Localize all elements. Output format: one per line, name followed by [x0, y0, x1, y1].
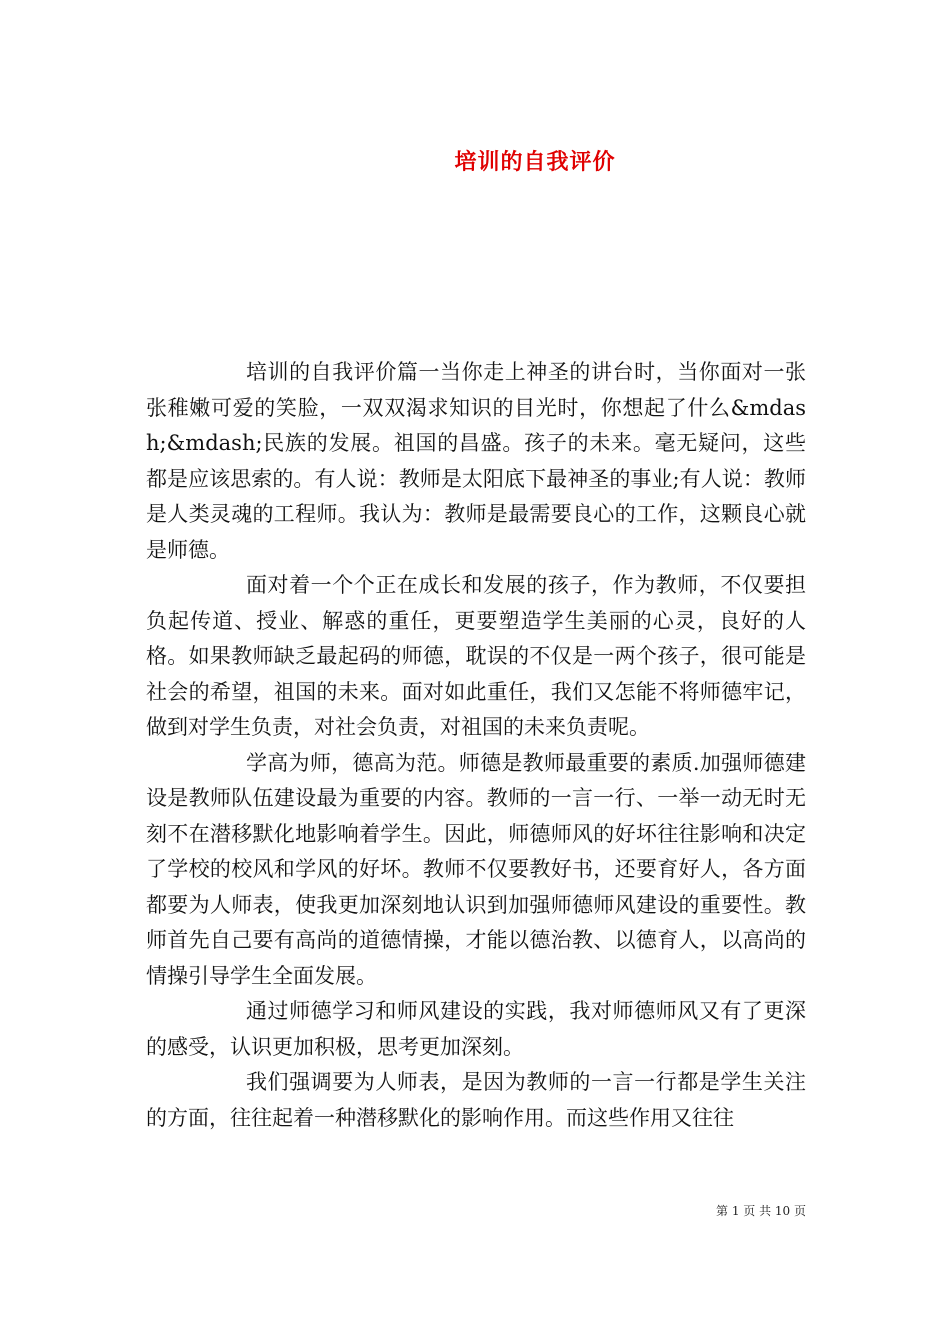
paragraph-2: 面对着一个个正在成长和发展的孩子，作为教师，不仅要担负起传道、授业、解惑的重任，更要塑造学生美丽的心灵，良好的人格。如果教师缺乏最起码的师德，耽误的不仅是一两个孩子，很可能是社会的希望，祖国的未来。面对如此重任，我们又怎能不将师德牢记，做到对学生负责，对社会负责，对祖国的未来负责呢。: [146, 573, 806, 739]
paragraph-4: 通过师德学习和师风建设的实践，我对师德师风又有了更深的感受，认识更加积极，思考更加深刻。: [146, 999, 806, 1059]
paragraph-1: 培训的自我评价篇一当你走上神圣的讲台时，当你面对一张张稚嫩可爱的笑脸，一双双渴求知识的目光时，你想起了什么&mdash;&mdash;民族的发展。祖国的昌盛。孩子的未来。毫无疑问，这些都是应该思索的。有人说：教师是太阳底下最神圣的事业;有人说：教师是人类灵魂的工程师。我认为：教师是最需要良心的工作，这颗良心就是师德。: [146, 360, 806, 562]
paragraph-5: 我们强调要为人师表，是因为教师的一言一行都是学生关注的方面，往往起着一种潜移默化的影响作用。而这些作用又往往: [146, 1070, 806, 1130]
page-number-footer: 第 1 页 共 10 页: [716, 1204, 806, 1218]
document-body: [146, 355, 806, 1136]
paragraph-3: 学高为师，德高为范。师德是教师最重要的素质.加强师德建设是教师队伍建设最为重要的内容。教师的一言一行、一举一动无时无刻不在潜移默化地影响着学生。因此，师德师风的好坏往往影响和决定了学校的校风和学风的好坏。教师不仅要教好书，还要育好人，各方面都要为人师表，使我更加深刻地认识到加强师德师风建设的重要性。教师首先自己要有高尚的道德情操，才能以德治教、以德育人，以高尚的情操引导学生全面发展。: [146, 750, 806, 988]
page-title: 培训的自我评价: [454, 148, 616, 175]
